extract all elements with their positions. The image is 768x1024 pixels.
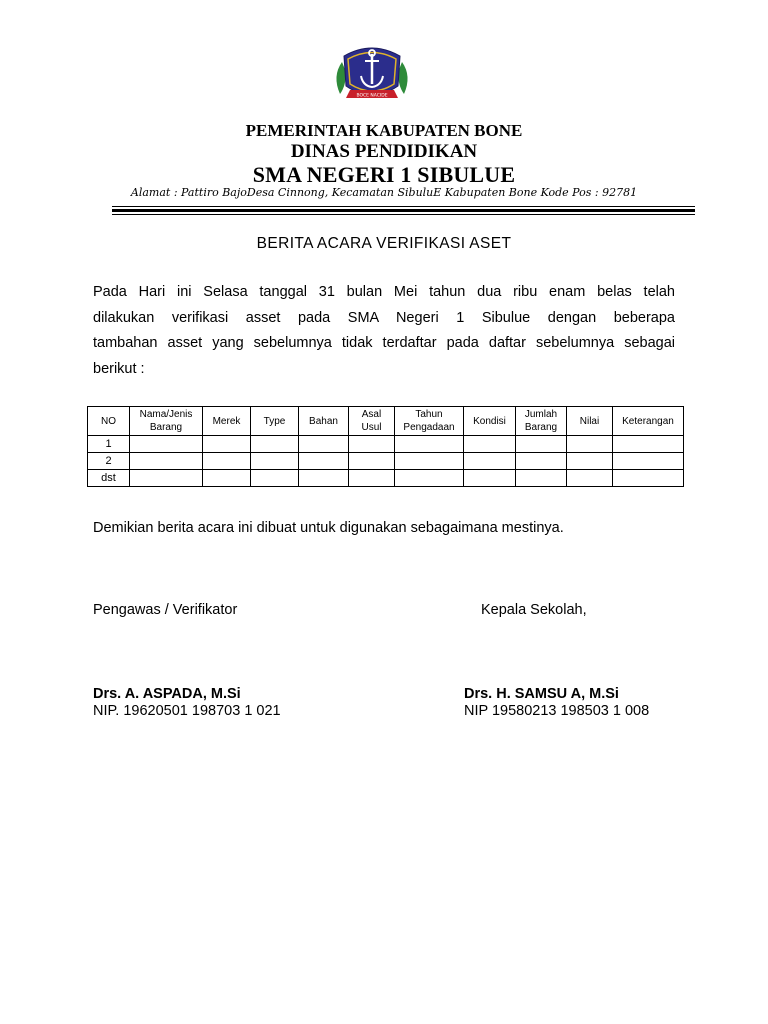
table-cell (203, 453, 251, 470)
table-header-row (88, 407, 684, 436)
left-signatory-name: Drs. A. ASPADA, M.Si (93, 686, 241, 702)
table-cell (130, 436, 203, 453)
intro-line: tambahan asset yang sebelumnya tidak terdaftar pada daftar sebelumnya sebagai (93, 335, 675, 351)
column-header: Asal Usul (349, 407, 395, 436)
column-header: Tahun Pengadaan (395, 407, 464, 436)
closing-statement: Demikian berita acara ini dibuat untuk digunakan sebagaimana mestinya. (93, 520, 564, 536)
table-cell (395, 436, 464, 453)
intro-line: Pada Hari ini Selasa tanggal 31 bulan Mei tahun dua ribu enam belas telah (93, 284, 675, 300)
table-cell (251, 436, 299, 453)
letterhead-divider (112, 214, 695, 215)
table-cell (251, 453, 299, 470)
table-cell (613, 436, 684, 453)
column-header: Nama/Jenis Barang (130, 407, 203, 436)
table-cell (299, 436, 349, 453)
column-header: Nilai (567, 407, 613, 436)
table-cell (567, 453, 613, 470)
letterhead-divider (112, 209, 695, 212)
table-cell (567, 470, 613, 487)
table-cell (299, 453, 349, 470)
table-cell (349, 436, 395, 453)
table-cell (395, 453, 464, 470)
table-cell (203, 470, 251, 487)
column-header: Kondisi (464, 407, 516, 436)
table-cell: dst (88, 470, 130, 487)
column-header: Merek (203, 407, 251, 436)
left-signatory-role: Pengawas / Verifikator (93, 602, 238, 618)
right-signatory-role: Kepala Sekolah, (481, 602, 587, 618)
table-row (88, 470, 684, 487)
table-cell (251, 470, 299, 487)
table-cell (613, 453, 684, 470)
table-cell (464, 453, 516, 470)
intro-line: dilakukan verifikasi asset pada SMA Negeri 1 Sibulue dengan beberapa (93, 309, 675, 326)
table-cell (299, 470, 349, 487)
letterhead-address: Alamat : Pattiro BajoDesa Cinnong, Kecamatan SibuluE Kabupaten Bone Kode Pos : 92781 (130, 186, 638, 199)
column-header: NO (88, 407, 130, 436)
emblem-ribbon-text: BOCE NACIDE (356, 93, 388, 99)
table-cell (349, 453, 395, 470)
table-row (88, 436, 684, 453)
table-cell (516, 436, 567, 453)
table-cell (203, 436, 251, 453)
table-cell (464, 436, 516, 453)
table-cell (130, 470, 203, 487)
letterhead-divider (112, 206, 695, 207)
intro-line: berikut : (93, 360, 145, 377)
letterhead-school-name: SMA NEGERI 1 SIBULUE (252, 162, 516, 187)
table-cell (395, 470, 464, 487)
table-cell (349, 470, 395, 487)
table-cell (516, 470, 567, 487)
column-header: Keterangan (613, 407, 684, 436)
document-title: BERITA ACARA VERIFIKASI ASET (256, 235, 512, 252)
column-header: Jumlah Barang (516, 407, 567, 436)
table-cell (130, 453, 203, 470)
right-signatory-name: Drs. H. SAMSU A, M.Si (464, 686, 619, 702)
table-cell (464, 470, 516, 487)
table-cell: 2 (88, 453, 130, 470)
table-cell (613, 470, 684, 487)
left-signatory-nip: NIP. 19620501 198703 1 021 (93, 703, 281, 719)
letterhead-government: PEMERINTAH KABUPATEN BONE (245, 121, 523, 140)
right-signatory-nip: NIP 19580213 198503 1 008 (464, 703, 650, 719)
school-emblem-icon (332, 42, 412, 108)
column-header: Type (251, 407, 299, 436)
letterhead-department: DINAS PENDIDIKAN (290, 141, 478, 162)
intro-paragraph (93, 280, 675, 382)
column-header: Bahan (299, 407, 349, 436)
asset-table (87, 406, 683, 487)
table-cell: 1 (88, 436, 130, 453)
table-cell (516, 453, 567, 470)
table-row (88, 453, 684, 470)
table-cell (567, 436, 613, 453)
